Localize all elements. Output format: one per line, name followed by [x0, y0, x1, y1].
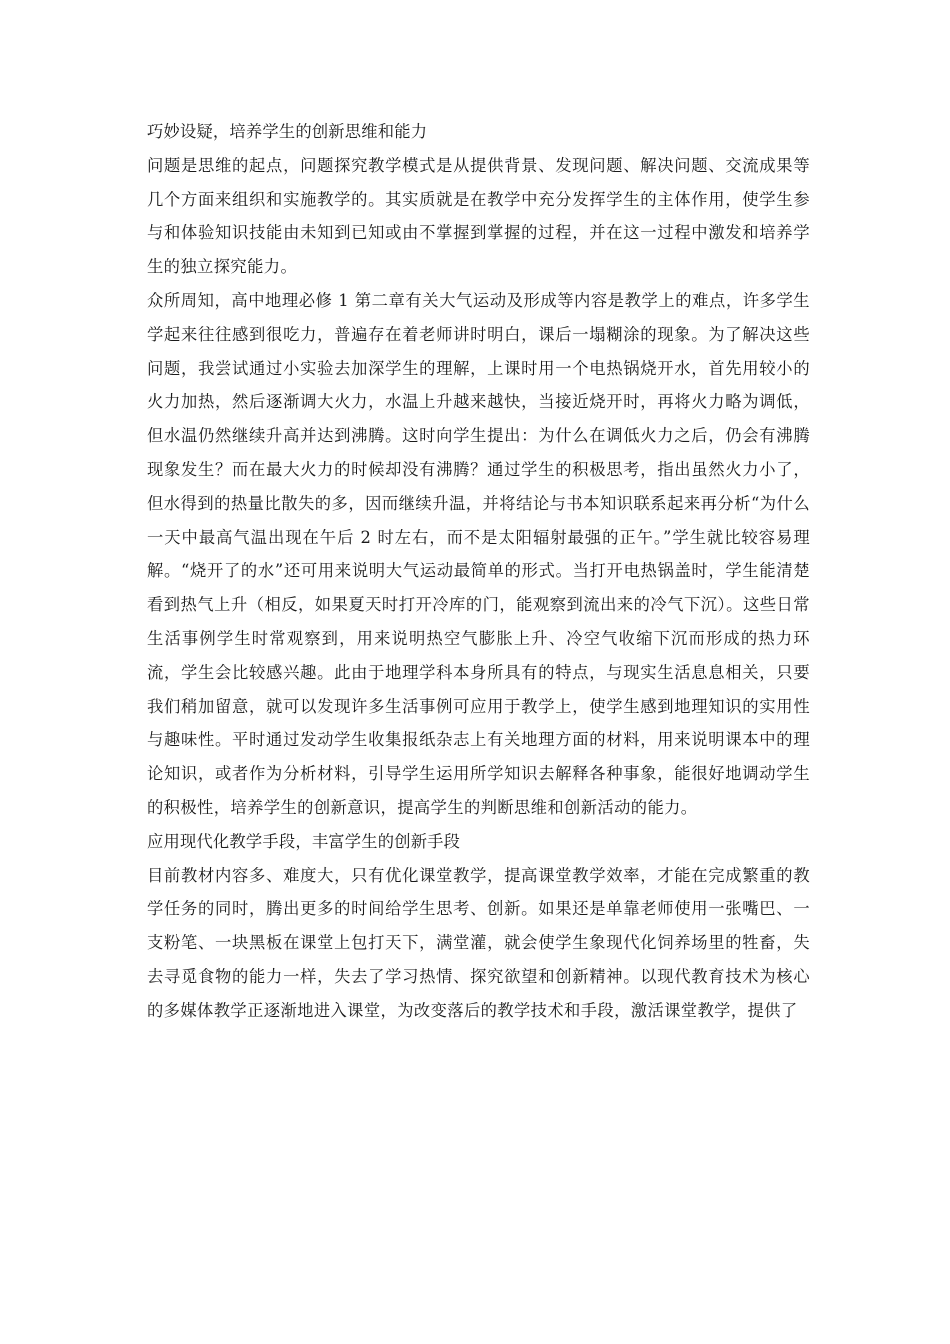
document-body [147, 115, 810, 1028]
paragraph-multimedia-teaching: 目前教材内容多、难度大，只有优化课堂教学，提高课堂教学效率，才能在完成繁重的教学任务的同时，腾出更多的时间给学生思考、创新。如果还是单靠老师使用一张嘴巴、一支粉笔、一块黑板在课堂上包打天下，满堂灌，就会使学生象现代化饲养场里的牲畜，失去寻觅食物的能力一样，失去了学习热情、探究欲望和创新精神。以现代教育技术为核心的多媒体教学正逐渐地进入课堂，为改变落后的教学技术和手段，激活课堂教学，提供了 [147, 865, 810, 1020]
paragraph-problem-inquiry: 问题是思维的起点，问题探究教学模式是从提供背景、发现问题、解决问题、交流成果等几个方面来组织和实施教学的。其实质就是在教学中充分发挥学生的主体作用，使学生参与和体验知识技能由未知到已知或由不掌握到掌握的过程，并在这一过程中激发和培养学生的独立探究能力。 [147, 155, 810, 277]
section-heading-creative-questioning: 巧妙设疑，培养学生的创新思维和能力 [147, 122, 428, 141]
section-heading-modern-teaching: 应用现代化教学手段，丰富学生的创新手段 [147, 831, 461, 851]
paragraph-atmosphere-experiment: 众所周知，高中地理必修 1 第二章有关大气运动及形成等内容是教学上的难点，许多学生学起来往往感到很吃力，普遍存在着老师讲时明白，课后一塌糊涂的现象。为了解决这些问题，我尝试通过小实验去加深学生的理解，上课时用一个电热锅烧开水，首先用较小的火力加热，然后逐渐调大火力，水温上升越来越快，当接近烧开时，再将火力略为调低，但水温仍然继续升高并达到沸腾。这时向学生提出：为什么在调低火力之后，仍会有沸腾现象发生？而在最大火力的时候却没有沸腾？通过学生的积极思考，指出虽然火力小了，但水得到的热量比散失的多，因而继续升温，并将结论与书本知识联系起来再分析“为什么一天中最高气温出现在午后 2 时左右，而不是太阳辐射最强的正午。”学生就比较容易理解。“烧开了的水”还可用来说明大气运动最简单的形式。当打开电热锅盖时，学生能清楚看到热气上升（相反，如果夏天时打开冷库的门，能观察到流出来的冷气下沉）。这些日常生活事例学生时常观察到，用来说明热空气膨胀上升、冷空气收缩下沉而形成的热力环流，学生会比较感兴趣。此由于地理学科本身所具有的特点，与现实生活息息相关，只要我们稍加留意，就可以发现许多生活事例可应用于教学上，使学生感到地理知识的实用性与趣味性。平时通过发动学生收集报纸杂志上有关地理方面的材料，用来说明课本中的理论知识，或者作为分析材料，引导学生运用所学知识去解释各种事象，能很好地调动学生的积极性，培养学生的创新意识，提高学生的判断思维和创新活动的能力。 [147, 290, 810, 817]
